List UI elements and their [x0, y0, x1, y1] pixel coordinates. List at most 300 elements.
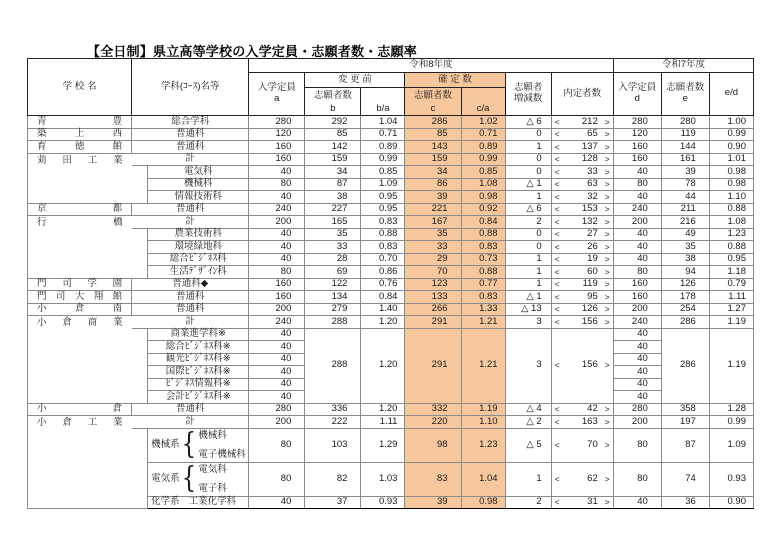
- table-row: [28, 116, 754, 129]
- angle-right: >: [604, 304, 610, 314]
- val-a: 200: [249, 216, 305, 229]
- val-change: 1: [505, 266, 551, 279]
- val-e: 36: [661, 496, 709, 509]
- val-d: 280: [613, 403, 661, 416]
- naitei-value: [552, 154, 613, 166]
- table-header: [28, 59, 754, 116]
- naitei-cell: [551, 166, 613, 179]
- val-a: 280: [249, 116, 305, 129]
- naitei-number: 32: [587, 190, 598, 202]
- naitei-cell: [551, 141, 613, 154]
- val-ed: 1.10: [709, 191, 753, 204]
- dept-name-list: [198, 464, 227, 495]
- naitei-number: 156: [581, 315, 598, 327]
- school-name: 小倉工業: [37, 417, 123, 428]
- school-name-cell: [28, 203, 132, 216]
- dept-group-cell: [148, 496, 249, 509]
- val-change: 2: [505, 216, 551, 229]
- val-d: 160: [613, 141, 661, 154]
- val-c: 221: [405, 203, 461, 216]
- table-row: [28, 228, 754, 241]
- naitei-cell: [551, 462, 613, 496]
- val-ca: 0.88: [461, 266, 505, 279]
- val-ed: 1.28: [709, 403, 753, 416]
- val-a: 240: [249, 203, 305, 216]
- val-b: 37: [305, 496, 361, 509]
- header-year7: 令和7年度: [613, 59, 753, 73]
- naitei-number: 33: [587, 165, 598, 177]
- val-c: 70: [405, 266, 461, 279]
- table-row: [28, 291, 754, 304]
- dept-group-cell: [148, 428, 249, 462]
- val-d: 40: [613, 341, 661, 354]
- dept-brace-group: [148, 464, 248, 495]
- val-ba: 0.83: [361, 241, 405, 254]
- val-c: 34: [405, 166, 461, 179]
- naitei-value: [552, 166, 613, 178]
- val-ca: 0.98: [461, 496, 505, 509]
- school-name: 小倉: [37, 403, 123, 414]
- val-e: 126: [661, 278, 709, 291]
- val-d: 40: [613, 496, 661, 509]
- naitei-value: [552, 329, 613, 403]
- val-a: 160: [249, 278, 305, 291]
- val-a: 240: [249, 316, 305, 329]
- school-name: 行橋: [37, 217, 123, 228]
- school-name-cell: [28, 216, 132, 279]
- val-d: 200: [613, 216, 661, 229]
- val-a: 200: [249, 303, 305, 316]
- val-b: 69: [305, 266, 361, 279]
- val-ba-merged: 1.20: [361, 328, 405, 403]
- angle-left: <: [554, 191, 560, 202]
- val-d: 80: [613, 266, 661, 279]
- val-a: 120: [249, 128, 305, 141]
- val-ca-merged: 1.21: [461, 328, 505, 403]
- naitei-number: 62: [587, 472, 598, 484]
- val-ba: 0.93: [361, 496, 405, 509]
- val-change: △ 6: [505, 116, 551, 129]
- dept-name-cell: 総合学科: [132, 116, 249, 129]
- val-e: 119: [661, 128, 709, 141]
- header-ed: e/d: [709, 73, 753, 116]
- val-e: 39: [661, 166, 709, 179]
- val-c: 39: [405, 191, 461, 204]
- naitei-cell: [551, 496, 613, 509]
- val-ba: 1.11: [361, 416, 405, 429]
- val-ca: 0.77: [461, 278, 505, 291]
- angle-left: <: [554, 497, 560, 507]
- table-row: [28, 328, 754, 341]
- val-ba: 1.09: [361, 178, 405, 191]
- naitei-value: [552, 429, 613, 462]
- angle-left: <: [554, 279, 560, 289]
- dept-name-cell: 商業進学科※: [148, 328, 249, 341]
- naitei-cell: [551, 128, 613, 141]
- val-change: 3: [505, 316, 551, 329]
- val-a: 80: [249, 266, 305, 279]
- naitei-cell: [551, 316, 613, 329]
- header-capacity-d: 入学定員 d: [613, 73, 661, 116]
- dept-name-cell: 普通科: [132, 291, 249, 304]
- angle-right: >: [604, 154, 610, 164]
- val-ed: 1.11: [709, 291, 753, 304]
- val-c: 133: [405, 291, 461, 304]
- val-ca: 0.71: [461, 128, 505, 141]
- val-d: 280: [613, 116, 661, 129]
- dept-name: 機械科: [198, 429, 227, 441]
- val-e: 94: [661, 266, 709, 279]
- val-change: △ 6: [505, 203, 551, 216]
- dept-name-cell: 観光ﾋﾞｼﾞﾈｽ科※: [148, 353, 249, 366]
- val-d: 200: [613, 303, 661, 316]
- angle-left: <: [554, 166, 560, 177]
- angle-right: >: [604, 254, 610, 264]
- val-b: 227: [305, 203, 361, 216]
- dept-total-cell: 計: [132, 216, 249, 229]
- val-change: 1: [505, 278, 551, 291]
- angle-left: <: [554, 416, 560, 427]
- val-ed: 1.08: [709, 216, 753, 229]
- angle-left: <: [554, 404, 560, 414]
- dept-name: 電子科: [198, 483, 227, 494]
- val-a: 40: [249, 496, 305, 509]
- dept-total-cell: 計: [132, 416, 249, 429]
- val-a: 40: [249, 391, 305, 404]
- naitei-cell: [551, 116, 613, 129]
- val-e: 74: [661, 462, 709, 496]
- angle-right: >: [604, 439, 610, 450]
- table-row: [28, 216, 754, 229]
- val-ed: 0.88: [709, 203, 753, 216]
- val-change: △ 1: [505, 291, 551, 304]
- naitei-cell: [551, 216, 613, 229]
- table-row: [28, 428, 754, 462]
- table-row: [28, 141, 754, 154]
- val-ed: 1.19: [709, 316, 753, 329]
- val-ca: 0.84: [461, 216, 505, 229]
- val-ed: 0.95: [709, 253, 753, 266]
- val-ed: 1.18: [709, 266, 753, 279]
- val-b: 336: [305, 403, 361, 416]
- val-b: 103: [305, 428, 361, 462]
- val-ed: 0.98: [709, 178, 753, 191]
- naitei-number: 26: [587, 240, 598, 252]
- val-d: 80: [613, 462, 661, 496]
- dept-name-cell: 総合ﾋﾞｼﾞﾈｽ科※: [148, 341, 249, 354]
- naitei-cell: [551, 403, 613, 416]
- val-ed: 0.90: [709, 141, 753, 154]
- val-ca: 1.33: [461, 303, 505, 316]
- val-a: 160: [249, 141, 305, 154]
- val-ba: 0.71: [361, 128, 405, 141]
- naitei-value: [552, 141, 613, 153]
- val-b: 159: [305, 153, 361, 166]
- val-ca: 1.04: [461, 462, 505, 496]
- angle-left: <: [554, 254, 560, 264]
- angle-left: <: [554, 241, 560, 252]
- val-a: 80: [249, 428, 305, 462]
- table-row: [28, 203, 754, 216]
- header-applicants-e: 志願者数 e: [661, 73, 709, 116]
- naitei-value: [552, 266, 613, 278]
- val-change: 0: [505, 153, 551, 166]
- header-change: 志願者 増減数: [505, 73, 551, 116]
- dept-total-cell: 計: [132, 316, 249, 329]
- school-name: 門司大翔館: [37, 290, 123, 302]
- angle-left: <: [554, 360, 560, 371]
- val-ba: 0.83: [361, 216, 405, 229]
- naitei-value: [552, 179, 613, 191]
- val-ca: 0.99: [461, 153, 505, 166]
- angle-left: <: [554, 316, 560, 327]
- val-e: 216: [661, 216, 709, 229]
- val-ba: 0.89: [361, 141, 405, 154]
- dept-name-cell: 電気科: [148, 166, 249, 179]
- naitei-value: [552, 404, 613, 416]
- naitei-number: 63: [587, 178, 598, 189]
- dept-name: 電子機械科: [198, 449, 246, 460]
- val-ed: 1.23: [709, 228, 753, 241]
- val-ba: 1.40: [361, 303, 405, 316]
- school-name-cell: [28, 128, 132, 141]
- val-d: 200: [613, 416, 661, 429]
- naitei-cell: [551, 303, 613, 316]
- val-b: 33: [305, 241, 361, 254]
- val-c: 33: [405, 241, 461, 254]
- val-ed: 0.90: [709, 496, 753, 509]
- dept-name-cell: 国際ﾋﾞｼﾞﾈｽ科※: [148, 366, 249, 379]
- dept-labeled: [148, 497, 248, 508]
- val-ba: 0.88: [361, 228, 405, 241]
- naitei-number: 65: [587, 128, 598, 139]
- naitei-cell: [551, 203, 613, 216]
- val-c: 29: [405, 253, 461, 266]
- school-name-cell: [28, 303, 132, 316]
- angle-right: >: [604, 291, 610, 302]
- val-ed: 0.98: [709, 166, 753, 179]
- val-b: 288: [305, 316, 361, 329]
- naitei-number: 153: [581, 203, 598, 214]
- val-ed: 1.01: [709, 153, 753, 166]
- val-c: 286: [405, 116, 461, 129]
- val-ba: 0.95: [361, 203, 405, 216]
- naitei-cell: [551, 178, 613, 191]
- school-name: 京都: [37, 203, 123, 214]
- val-ca: 1.23: [461, 428, 505, 462]
- val-d: 40: [613, 241, 661, 254]
- val-b: 134: [305, 291, 361, 304]
- val-change: 1: [505, 191, 551, 204]
- naitei-cell: [551, 241, 613, 254]
- angle-left: <: [554, 266, 560, 277]
- indent-cell: [132, 428, 148, 509]
- angle-right: >: [604, 141, 610, 152]
- angle-right: >: [604, 191, 610, 202]
- header-applicants-b: 志願者数 b: [305, 88, 361, 116]
- val-ba: 0.95: [361, 191, 405, 204]
- val-ba: 0.84: [361, 291, 405, 304]
- naitei-number: 95: [587, 290, 598, 302]
- val-a: 40: [249, 228, 305, 241]
- table-row: [28, 316, 754, 329]
- val-d: 80: [613, 178, 661, 191]
- naitei-cell: [551, 278, 613, 291]
- val-d: 40: [613, 353, 661, 366]
- angle-right: >: [604, 241, 610, 252]
- angle-right: >: [604, 360, 610, 371]
- dept-name-cell: 普通科: [132, 303, 249, 316]
- val-ca: 0.98: [461, 191, 505, 204]
- val-a: 40: [249, 191, 305, 204]
- admission-table: [27, 58, 754, 509]
- val-ba: 0.85: [361, 166, 405, 179]
- val-ed-merged: 1.19: [709, 328, 753, 403]
- val-ed: 1.09: [709, 428, 753, 462]
- val-e: 280: [661, 116, 709, 129]
- table-body: [28, 116, 754, 509]
- angle-right: >: [604, 279, 610, 289]
- naitei-cell: [551, 416, 613, 429]
- val-change: 2: [505, 496, 551, 509]
- school-name-cell: [28, 403, 132, 416]
- angle-left: <: [554, 216, 560, 227]
- val-b: 279: [305, 303, 361, 316]
- val-ba: 1.04: [361, 116, 405, 129]
- dept-brace-group: [148, 430, 248, 461]
- val-change: 0: [505, 166, 551, 179]
- val-e-merged: 286: [661, 328, 709, 403]
- val-change: 0: [505, 228, 551, 241]
- val-a: 40: [249, 341, 305, 354]
- val-d: 40: [613, 366, 661, 379]
- naitei-value: [552, 304, 613, 316]
- school-name: 苅田工業: [37, 154, 123, 166]
- angle-right: >: [604, 404, 610, 414]
- header-year8: 令和8年度: [249, 59, 613, 73]
- header-ca: c/a: [461, 88, 505, 116]
- naitei-number: 163: [581, 415, 598, 427]
- school-name-cell: [28, 116, 132, 129]
- val-ca: 0.89: [461, 141, 505, 154]
- val-d: 160: [613, 291, 661, 304]
- val-d: 40: [613, 328, 661, 341]
- header-ba: b/a: [361, 88, 405, 116]
- angle-left: <: [554, 229, 560, 239]
- val-ba: 1.03: [361, 462, 405, 496]
- val-ca: 1.02: [461, 116, 505, 129]
- val-b: 165: [305, 216, 361, 229]
- val-e: 144: [661, 141, 709, 154]
- angle-right: >: [604, 266, 610, 277]
- val-a: 40: [249, 353, 305, 366]
- naitei-number: 42: [587, 403, 598, 414]
- val-c: 83: [405, 462, 461, 496]
- angle-left: <: [554, 116, 560, 127]
- naitei-number: 137: [581, 140, 598, 152]
- brace-icon: {: [181, 462, 197, 495]
- header-naitei: 内定者数: [551, 73, 613, 116]
- angle-left: <: [554, 473, 560, 484]
- naitei-value: [552, 279, 613, 291]
- val-ed: 0.93: [709, 462, 753, 496]
- angle-right: >: [604, 116, 610, 127]
- val-change: △ 4: [505, 403, 551, 416]
- dept-name-cell: 普通科: [132, 403, 249, 416]
- angle-left: <: [554, 204, 560, 214]
- val-c: 167: [405, 216, 461, 229]
- naitei-value: [552, 416, 613, 428]
- header-applicants-c: 志願者数 c: [405, 88, 461, 116]
- dept-name-cell: 総合ﾋﾞｼﾞﾈｽ科: [148, 253, 249, 266]
- table-row: [28, 166, 754, 179]
- naitei-cell: [551, 191, 613, 204]
- naitei-number: 128: [581, 153, 598, 164]
- val-a: 160: [249, 291, 305, 304]
- school-name: 築上西: [37, 128, 123, 139]
- val-a: 160: [249, 153, 305, 166]
- angle-right: >: [604, 316, 610, 327]
- val-d: 40: [613, 166, 661, 179]
- naitei-value: [552, 291, 613, 303]
- angle-right: >: [604, 166, 610, 177]
- school-name-cell: [28, 278, 132, 291]
- dept-name-cell: 普通科◆: [132, 278, 249, 291]
- naitei-value: [552, 254, 613, 266]
- header-confirmed: 確 定 数: [405, 73, 505, 88]
- table-row: [28, 303, 754, 316]
- val-e: 197: [661, 416, 709, 429]
- val-b: 82: [305, 462, 361, 496]
- val-a: 200: [249, 416, 305, 429]
- val-d: 240: [613, 203, 661, 216]
- val-a: 80: [249, 178, 305, 191]
- angle-right: >: [604, 216, 610, 227]
- naitei-value: [552, 191, 613, 203]
- val-ca: 0.88: [461, 228, 505, 241]
- dept-name: 工業化学科: [188, 496, 237, 507]
- val-e: 254: [661, 303, 709, 316]
- school-name-cell: [28, 316, 132, 404]
- val-b: 222: [305, 416, 361, 429]
- naitei-number: 31: [587, 496, 598, 507]
- val-change: 0: [505, 128, 551, 141]
- val-c: 332: [405, 403, 461, 416]
- naitei-cell: [551, 428, 613, 462]
- val-ed: 1.00: [709, 116, 753, 129]
- val-ca: 0.92: [461, 203, 505, 216]
- val-b: 28: [305, 253, 361, 266]
- naitei-cell: [551, 328, 613, 403]
- naitei-value: [552, 216, 613, 228]
- angle-right: >: [604, 204, 610, 214]
- val-c: 159: [405, 153, 461, 166]
- angle-right: >: [604, 473, 610, 484]
- val-e: 211: [661, 203, 709, 216]
- dept-name-list: [198, 430, 246, 461]
- val-a: 40: [249, 328, 305, 341]
- dept-name-cell: 機械科: [148, 178, 249, 191]
- val-d: 40: [613, 391, 661, 404]
- table-row: [28, 278, 754, 291]
- val-ca: 0.83: [461, 241, 505, 254]
- val-ba: 1.20: [361, 316, 405, 329]
- table-row: [28, 153, 754, 166]
- dept-group-label: 化学系: [151, 496, 180, 507]
- indent-cell: [132, 166, 148, 204]
- school-name: 門司学園: [37, 278, 123, 289]
- naitei-number: 212: [581, 115, 598, 127]
